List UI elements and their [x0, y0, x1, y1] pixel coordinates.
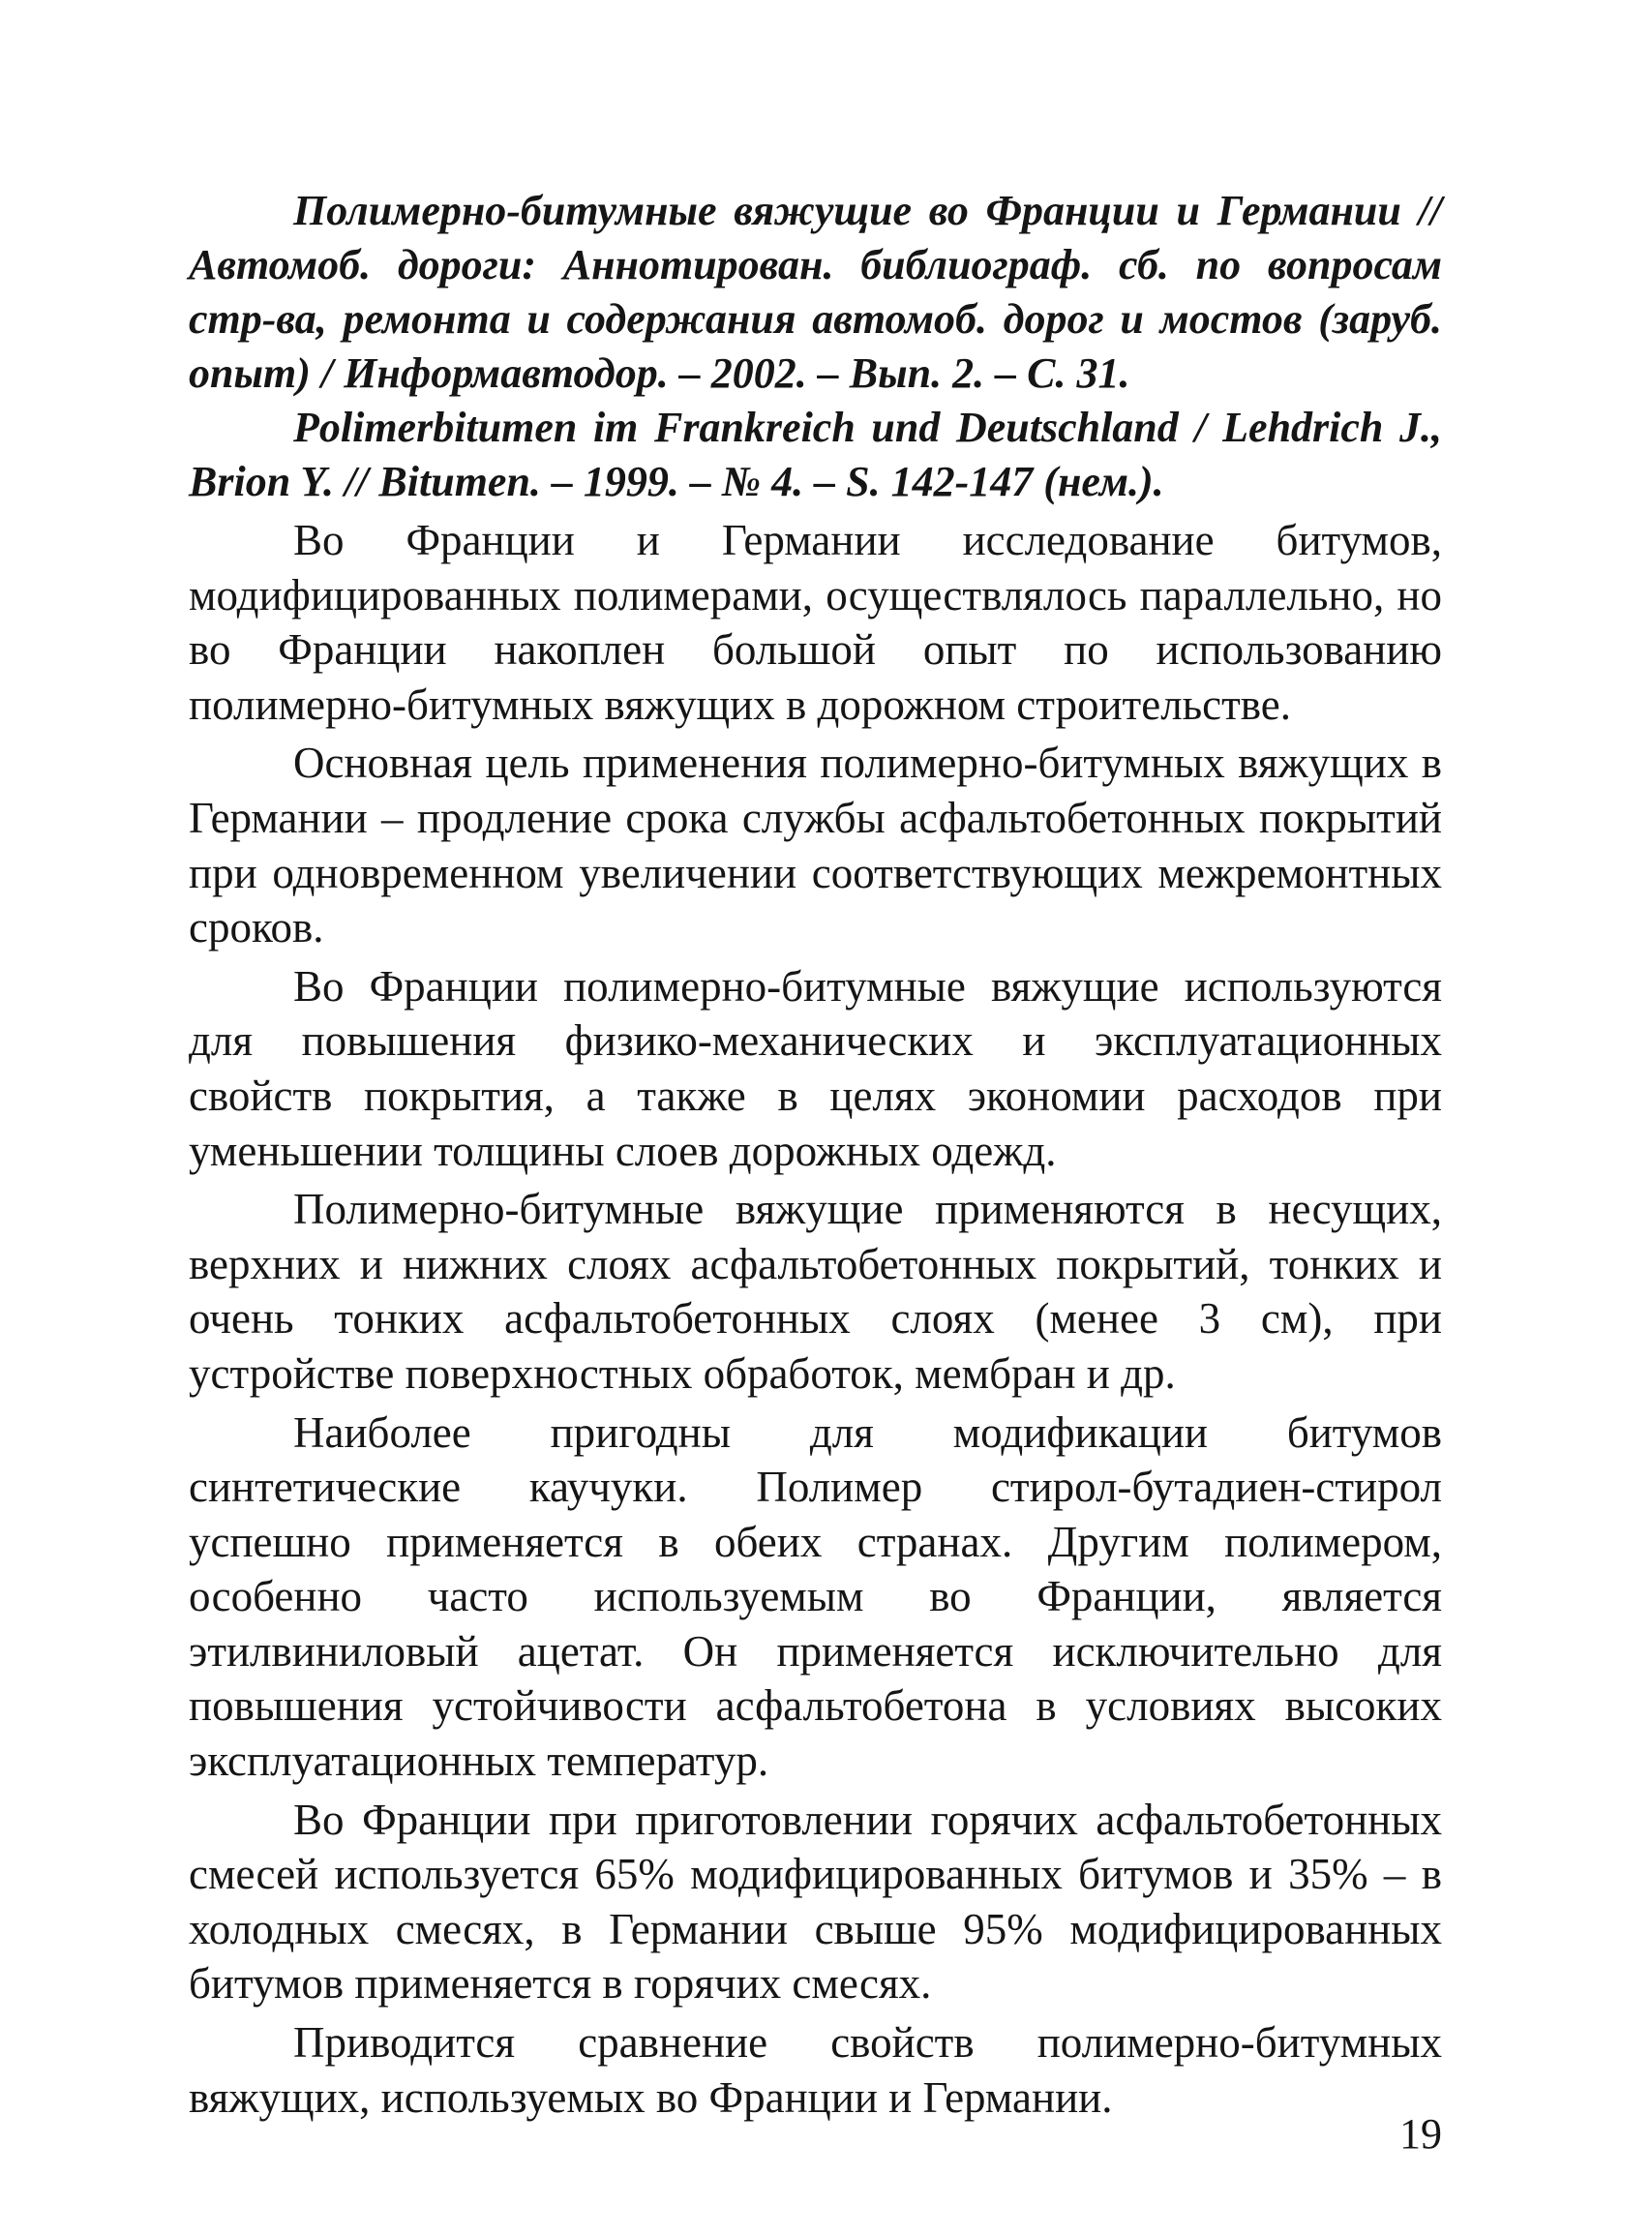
paragraph: Приводится сравнение свойств полимерно-битумных вяжущих, используемых во Франции и Германии. — [189, 2018, 1442, 2122]
paragraph: Во Франции полимерно-битумные вяжущие используются для повышения физико-механических и эксплуатационных свойств покрытия, а также в целях экономии расходов при уменьшении толщины слоев дорожных одежд. — [189, 961, 1442, 1175]
paragraph: Во Франции при приготовлении горячих асфальтобетонных смесей используется 65% модифицированных битумов и 35% – в холодных смесях, в Германии свыше 95% модифицированных битумов применяется в горячих смесях. — [189, 1795, 1442, 2009]
paragraph: Полимерно-битумные вяжущие применяются в несущих, верхних и нижних слоях асфальтобетонных покрытий, тонких и очень тонких асфальтобетонных слоях (менее 3 см), при устройстве поверхностных обработок, мембран и др. — [189, 1185, 1442, 1398]
paragraph: Во Франции и Германии исследование битумов, модифицированных полимерами, осуществлялось параллельно, но во Франции накоплен большой опыт по использованию полимерно-битумных вяжущих в дорожном строительстве. — [189, 516, 1442, 729]
page-content — [189, 184, 1442, 2125]
paragraph: Наиболее пригодны для модификации битумов синтетические каучуки. Полимер стирол-бутадиен-стирол успешно применяется в обеих странах. Другим полимером, особенно часто используемым во Франции, является этилвиниловый ацетат. Он применяется исключительно для повышения устойчивости асфальтобетона в условиях высоких эксплуатационных температур. — [189, 1407, 1442, 1786]
reference-russian: Полимерно-битумные вяжущие во Франции и Германии // Автомоб. дороги: Аннотирован. библиограф. сб. по вопросам стр-ва, ремонта и содержания автомоб. дорог и мостов (заруб. опыт) / Информавтодор. – 2002. – Вып. 2. – С. 31. — [189, 187, 1442, 397]
reference-german: Polimerbitumen im Frankreich und Deutschland / Lehdrich J., Brion Y. // Bitumen. – 1999. – № 4. – S. 142-147 (нем.). — [189, 404, 1442, 505]
page-number: 19 — [1399, 2110, 1442, 2158]
body-text — [189, 513, 1442, 2125]
paragraph: Основная цель применения полимерно-битумных вяжущих в Германии – продление срока службы асфальтобетонных покрытий при одновременном увеличении соответствующих межремонтных сроков. — [189, 739, 1442, 952]
